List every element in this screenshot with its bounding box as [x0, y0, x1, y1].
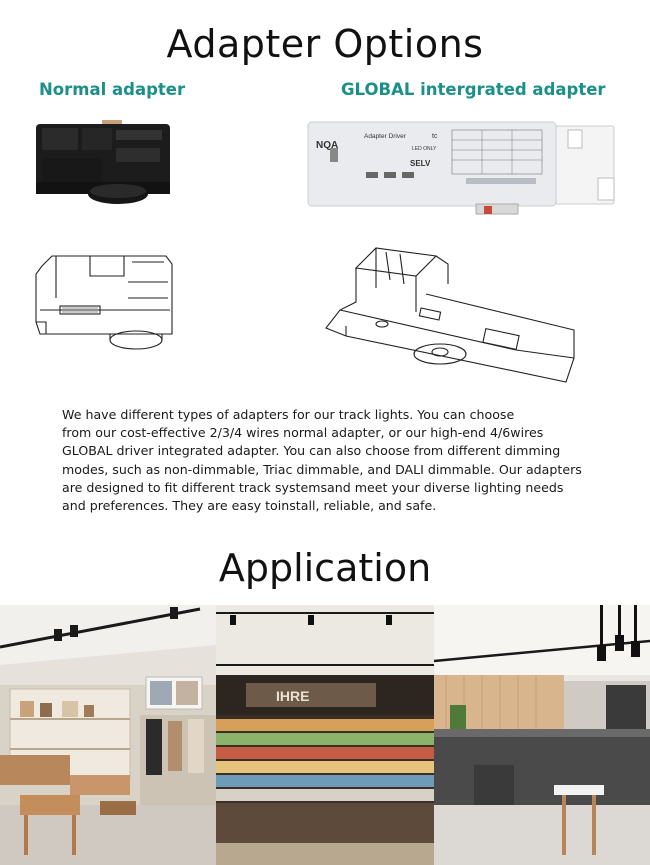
description-line: We have different types of adapters for our track lights. You can choose — [62, 407, 515, 422]
global-adapter-drawing — [316, 240, 580, 392]
driver-tc-text: tc — [432, 133, 438, 140]
description-line: GLOBAL driver integrated adapter. You can also choose from different dimming — [62, 443, 561, 459]
application-photo-supermarket — [216, 605, 434, 865]
global-adapter-heading: GLOBAL intergrated adapter — [341, 80, 606, 99]
description-paragraph — [62, 406, 602, 515]
description-line: modes, such as non-dimmable, Triac dimmable, and DALI dimmable. Our adapters — [62, 461, 582, 477]
normal-adapter-heading: Normal adapter — [39, 80, 186, 99]
application-title: Application — [218, 546, 432, 590]
description-line: are designed to fit different track systemsand meet your diverse lighting needs — [62, 479, 564, 495]
driver-name-text: Adapter Driver — [364, 133, 406, 140]
driver-led-only-text: LED ONLY — [412, 146, 437, 152]
description-line: and preferences. They are easy toinstall, reliable, and safe. — [62, 498, 437, 514]
normal-adapter-photo — [32, 118, 174, 210]
global-adapter-photo — [306, 118, 618, 218]
store-sign-text: IHRE — [276, 688, 310, 704]
application-photo-clothing-store — [0, 605, 216, 865]
driver-brand-text: NQA — [316, 140, 339, 151]
normal-adapter-drawing — [32, 252, 178, 356]
driver-selv-text: SELV — [410, 159, 431, 168]
application-photo-cafe-office — [434, 605, 650, 865]
page-title: Adapter Options — [166, 22, 484, 66]
description-line: from our cost-effective 2/3/4 wires normal adapter, or our high-end 4/6wires — [62, 425, 544, 441]
